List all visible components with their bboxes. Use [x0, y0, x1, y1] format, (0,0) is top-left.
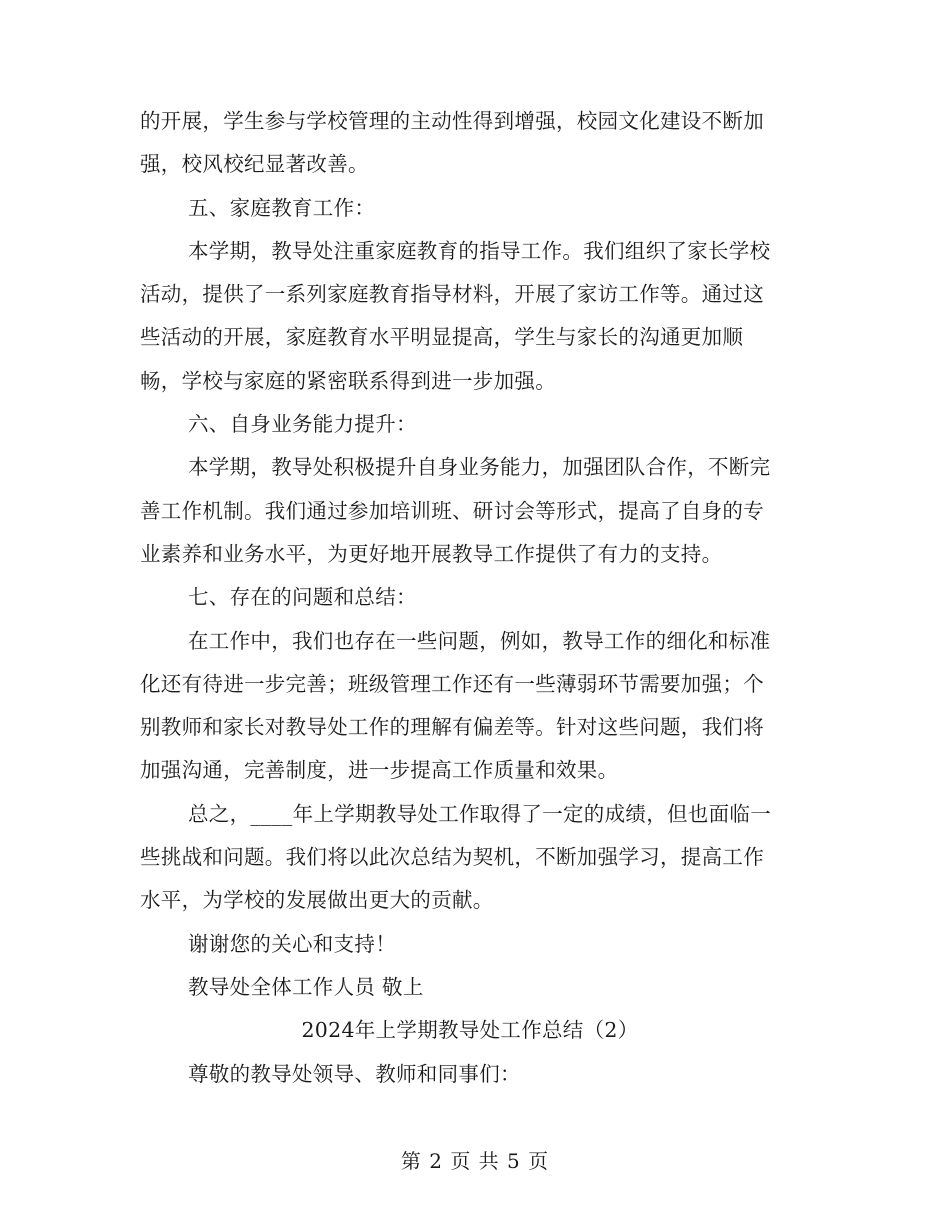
- body-text-line: 些挑战和问题。我们将以此次总结为契机，不断加强学习，提高工作: [140, 845, 764, 870]
- body-text-line: 活动，提供了一系列家庭教育指导材料，开展了家访工作等。通过这: [140, 282, 764, 307]
- signature-line: 教导处全体工作人员 敬上: [188, 974, 424, 999]
- salutation-line: 尊敬的教导处领导、教师和同事们：: [188, 1061, 521, 1086]
- body-text-line: 别教师和家长对教导处工作的理解有偏差等。针对这些问题，我们将: [140, 715, 764, 740]
- body-text-line: 的开展，学生参与学校管理的主动性得到增强，校园文化建设不断加: [140, 109, 764, 133]
- body-text-line: 加强沟通，完善制度，进一步提高工作质量和效果。: [140, 758, 619, 783]
- body-text-line: 在工作中，我们也存在一些问题，例如，教导工作的细化和标准: [188, 628, 771, 653]
- body-text-line: 本学期，教导处积极提升自身业务能力，加强团队合作，不断完: [188, 455, 771, 480]
- page-number-footer: 第 2 页 共 5 页: [400, 1149, 550, 1173]
- body-text-line: 化还有待进一步完善；班级管理工作还有一些薄弱环节需要加强；个: [140, 671, 764, 696]
- section-heading: 五、家庭教育工作：: [188, 195, 376, 220]
- section-heading: 六、自身业务能力提升：: [188, 412, 417, 437]
- closing-line: 谢谢您的关心和支持！: [188, 931, 396, 956]
- body-text-line: 总之，____年上学期教导处工作取得了一定的成绩，但也面临一: [188, 801, 771, 826]
- document-body: [140, 100, 800, 1096]
- body-text-line: 本学期，教导处注重家庭教育的指导工作。我们组织了家长学校: [188, 238, 771, 263]
- body-text-line: 畅，学校与家庭的紧密联系得到进一步加强。: [140, 368, 556, 393]
- document-title: 2024年上学期教导处工作总结（2）: [301, 1018, 639, 1043]
- body-text-line: 强，校风校纪显著改善。: [140, 152, 369, 177]
- body-text-line: 善工作机制。我们通过参加培训班、研讨会等形式，提高了自身的专: [140, 498, 764, 523]
- body-text-line: 些活动的开展，家庭教育水平明显提高，学生与家长的沟通更加顺: [140, 325, 744, 350]
- body-text-line: 业素养和业务水平，为更好地开展教导工作提供了有力的支持。: [140, 541, 723, 566]
- section-heading: 七、存在的问题和总结：: [188, 585, 417, 610]
- body-text-line: 水平，为学校的发展做出更大的贡献。: [140, 888, 494, 913]
